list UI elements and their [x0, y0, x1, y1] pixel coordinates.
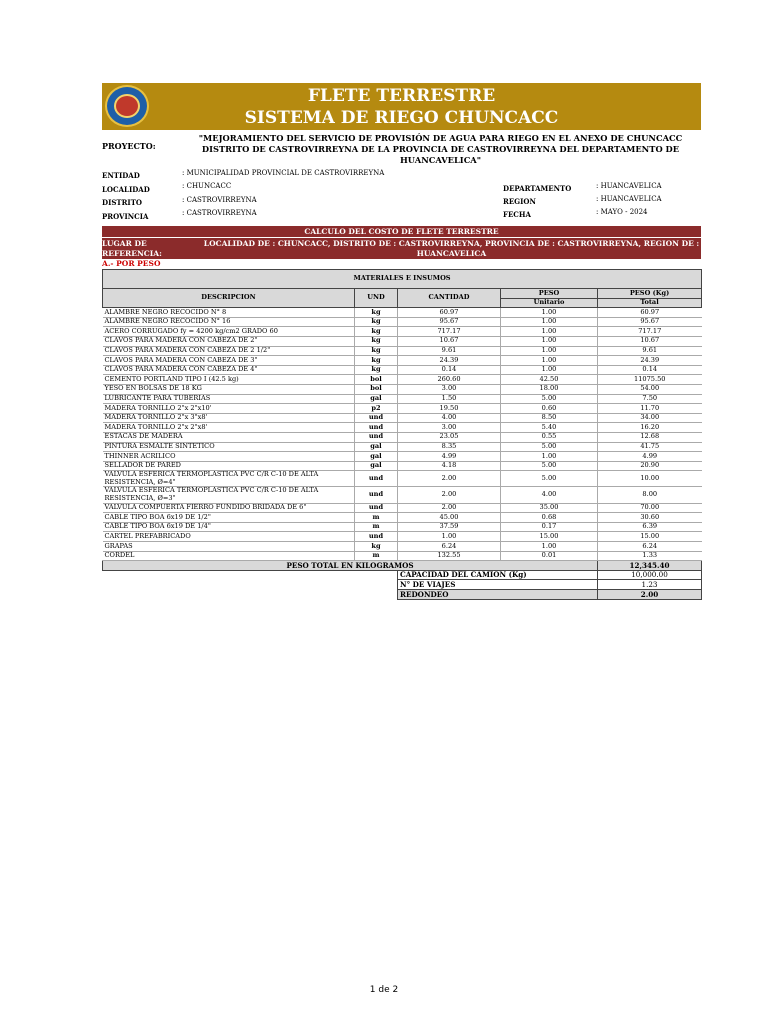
row-quantity: 23.05 — [398, 432, 501, 442]
row-total-weight: 60.97 — [598, 308, 702, 318]
row-unit: gal — [355, 452, 398, 462]
totals — [103, 561, 702, 599]
region-value: : HUANCAVELICA — [596, 195, 662, 203]
row-total-weight: 15.00 — [598, 532, 702, 542]
rounded-label: REDONDEO — [398, 590, 598, 600]
row-total-weight: 11075.50 — [598, 375, 702, 385]
table-row — [103, 471, 702, 487]
row-quantity: 24.39 — [398, 356, 501, 366]
row-unit: kg — [355, 356, 398, 366]
reference-label: LUGAR DE REFERENCIA: — [102, 239, 162, 258]
row-total-weight: 6.24 — [598, 542, 702, 552]
row-description: CLAVOS PARA MADERA CON CABEZA DE 2" — [103, 336, 355, 346]
row-quantity: 8.35 — [398, 442, 501, 452]
row-quantity: 9.61 — [398, 346, 501, 356]
row-unit: kg — [355, 365, 398, 375]
row-unit-weight: 1.00 — [501, 327, 598, 337]
row-total-weight: 54.00 — [598, 384, 702, 394]
capacity-value: 10,000.00 — [598, 570, 702, 580]
localidad-label: LOCALIDAD — [102, 185, 150, 194]
row-unit-weight: 1.00 — [501, 336, 598, 346]
row-unit: p2 — [355, 404, 398, 414]
trips-value: 1.23 — [598, 580, 702, 590]
row-unit: kg — [355, 317, 398, 327]
row-description: LUBRICANTE PARA TUBERIAS — [103, 394, 355, 404]
row-total-weight: 24.39 — [598, 356, 702, 366]
row-quantity: 1.00 — [398, 532, 501, 542]
calc-title-bar: CALCULO DEL COSTO DE FLETE TERRESTRE — [102, 226, 701, 237]
row-quantity: 37.59 — [398, 522, 501, 532]
row-unit: m — [355, 522, 398, 532]
row-unit: m — [355, 513, 398, 523]
entidad-value: : MUNICIPALIDAD PROVINCIAL DE CASTROVIRREYNA — [182, 169, 385, 177]
row-description: CLAVOS PARA MADERA CON CABEZA DE 4" — [103, 365, 355, 375]
row-unit-weight: 0.01 — [501, 551, 598, 561]
row-description: CLAVOS PARA MADERA CON CABEZA DE 3" — [103, 356, 355, 366]
col-descripcion: DESCRIPCION — [103, 289, 355, 308]
row-unit-weight: 1.00 — [501, 308, 598, 318]
distrito-value: : CASTROVIRREYNA — [182, 196, 257, 204]
table-row — [103, 394, 702, 404]
table-row — [103, 327, 702, 337]
row-quantity: 4.00 — [398, 413, 501, 423]
row-unit-weight: 5.40 — [501, 423, 598, 433]
row-unit: bol — [355, 384, 398, 394]
row-unit-weight: 0.60 — [501, 404, 598, 414]
row-quantity: 2.00 — [398, 487, 501, 503]
document-sheet — [102, 83, 701, 600]
reference-bar — [102, 237, 701, 259]
title-main: FLETE TERRESTRE — [307, 86, 496, 106]
row-unit: und — [355, 503, 398, 513]
row-total-weight: 9.61 — [598, 346, 702, 356]
row-quantity: 3.00 — [398, 423, 501, 433]
row-unit-weight: 1.00 — [501, 452, 598, 462]
row-description: CABLE TIPO BOA 6x19 DE 1/2" — [103, 513, 355, 523]
col-und: UND — [355, 289, 398, 308]
row-quantity: 2.00 — [398, 471, 501, 487]
row-unit: gal — [355, 394, 398, 404]
departamento-value: : HUANCAVELICA — [596, 182, 662, 190]
table-row — [103, 317, 702, 327]
row-total-weight: 10.00 — [598, 471, 702, 487]
row-description: GRAPAS — [103, 542, 355, 552]
row-quantity: 10.67 — [398, 336, 501, 346]
row-unit-weight: 5.00 — [501, 394, 598, 404]
row-unit-weight: 1.00 — [501, 317, 598, 327]
rounded-value: 2.00 — [598, 590, 702, 600]
row-unit: gal — [355, 442, 398, 452]
row-unit-weight: 15.00 — [501, 532, 598, 542]
capacity-label: CAPACIDAD DEL CAMION (Kg) — [398, 570, 598, 580]
provincia-value: : CASTROVIRREYNA — [182, 209, 257, 217]
municipal-shield-icon — [105, 85, 149, 127]
row-unit-weight: 1.00 — [501, 356, 598, 366]
row-description: MADERA TORNILLO 2"x 3"x8' — [103, 413, 355, 423]
row-unit: kg — [355, 327, 398, 337]
title-sub: SISTEMA DE RIEGO CHUNCACC — [244, 108, 559, 128]
table-row — [103, 365, 702, 375]
row-unit-weight: 4.00 — [501, 487, 598, 503]
row-quantity: 260.60 — [398, 375, 501, 385]
fecha-label: FECHA — [503, 210, 531, 219]
row-description: MADERA TORNILLO 2"x 2"x8' — [103, 423, 355, 433]
row-unit: kg — [355, 346, 398, 356]
row-description: VALVULA ESFERICA TERMOPLASTICA PVC C/R C-10 DE ALTA RESISTENCIA, Ø=3" — [103, 487, 355, 503]
row-quantity: 19.50 — [398, 404, 501, 414]
row-quantity: 3.00 — [398, 384, 501, 394]
row-description: ALAMBRE NEGRO RECOCIDO N° 8 — [103, 308, 355, 318]
row-total-weight: 16.20 — [598, 423, 702, 433]
row-total-weight: 20.90 — [598, 461, 702, 471]
row-unit-weight: 8.50 — [501, 413, 598, 423]
row-description: CABLE TIPO BOA 6x19 DE 1/4" — [103, 522, 355, 532]
row-unit-weight: 0.17 — [501, 522, 598, 532]
row-total-weight: 41.75 — [598, 442, 702, 452]
row-quantity: 6.24 — [398, 542, 501, 552]
row-description: CORDEL — [103, 551, 355, 561]
entidad-label: ENTIDAD — [102, 171, 140, 180]
table-row — [103, 384, 702, 394]
row-total-weight: 7.50 — [598, 394, 702, 404]
reference-text: LOCALIDAD DE : CHUNCACC, DISTRITO DE : CASTROVIRREYNA, PROVINCIA DE : CASTROVIRREYNA, REGION DE : HUANCAVELICA — [203, 239, 700, 258]
row-quantity: 132.55 — [398, 551, 501, 561]
table-row — [103, 423, 702, 433]
row-quantity: 2.00 — [398, 503, 501, 513]
row-quantity: 1.50 — [398, 394, 501, 404]
table-row — [103, 404, 702, 414]
row-total-weight: 4.99 — [598, 452, 702, 462]
row-total-weight: 8.00 — [598, 487, 702, 503]
table-row — [103, 336, 702, 346]
col-peso-total: Total — [598, 298, 702, 308]
table-row — [103, 346, 702, 356]
row-description: VALVULA ESFERICA TERMOPLASTICA PVC C/R C-10 DE ALTA RESISTENCIA, Ø=4" — [103, 471, 355, 487]
table-row — [103, 452, 702, 462]
distrito-label: DISTRITO — [102, 198, 143, 207]
group-header: MATERIALES E INSUMOS — [103, 270, 702, 289]
total-value: 12,345.40 — [598, 561, 702, 571]
row-quantity: 60.97 — [398, 308, 501, 318]
trips-label: N° DE VIAJES — [398, 580, 598, 590]
title-banner — [102, 83, 701, 130]
section-heading: A.- POR PESO — [102, 259, 161, 268]
row-description: CEMENTO PORTLAND TIPO I (42.5 kg) — [103, 375, 355, 385]
row-unit-weight: 0.55 — [501, 432, 598, 442]
row-description: SELLADOR DE PARED — [103, 461, 355, 471]
table-row — [103, 551, 702, 561]
row-quantity: 4.99 — [398, 452, 501, 462]
project-meta — [102, 168, 701, 226]
row-description: YESO EN BOLSAS DE 18 KG — [103, 384, 355, 394]
row-total-weight: 1.33 — [598, 551, 702, 561]
row-unit-weight: 1.00 — [501, 542, 598, 552]
row-total-weight: 0.14 — [598, 365, 702, 375]
table-row — [103, 432, 702, 442]
row-quantity: 45.00 — [398, 513, 501, 523]
row-unit-weight: 5.00 — [501, 442, 598, 452]
row-description: ALAMBRE NEGRO RECOCIDO N° 16 — [103, 317, 355, 327]
col-peso-unitario: Unitario — [501, 298, 598, 308]
materials-table — [102, 269, 702, 600]
row-total-weight: 30.60 — [598, 513, 702, 523]
row-unit-weight: 35.00 — [501, 503, 598, 513]
row-unit-weight: 0.68 — [501, 513, 598, 523]
row-description: MADERA TORNILLO 2"x 2"x10' — [103, 404, 355, 414]
table-row — [103, 532, 702, 542]
row-unit-weight: 5.00 — [501, 471, 598, 487]
col-peso-kg: PESO (Kg) — [598, 289, 702, 299]
row-description: THINNER ACRILICO — [103, 452, 355, 462]
row-description: ESTACAS DE MADERA — [103, 432, 355, 442]
row-unit: kg — [355, 336, 398, 346]
row-unit: kg — [355, 308, 398, 318]
localidad-value: : CHUNCACC — [182, 182, 232, 190]
row-unit: gal — [355, 461, 398, 471]
table-row — [103, 308, 702, 318]
materials-rows — [103, 308, 702, 561]
row-unit: bol — [355, 375, 398, 385]
table-row — [103, 522, 702, 532]
row-unit: kg — [355, 542, 398, 552]
row-total-weight: 12.68 — [598, 432, 702, 442]
row-description: VALVULA COMPUERTA FIERRO FUNDIDO BRIDADA DE 6" — [103, 503, 355, 513]
row-unit-weight: 18.00 — [501, 384, 598, 394]
row-unit: und — [355, 532, 398, 542]
row-total-weight: 10.67 — [598, 336, 702, 346]
row-quantity: 95.67 — [398, 317, 501, 327]
row-total-weight: 11.70 — [598, 404, 702, 414]
row-unit: und — [355, 413, 398, 423]
row-quantity: 4.18 — [398, 461, 501, 471]
row-unit: und — [355, 471, 398, 487]
row-total-weight: 34.00 — [598, 413, 702, 423]
row-unit: m — [355, 551, 398, 561]
project-label: PROYECTO: — [102, 141, 156, 151]
row-quantity: 717.17 — [398, 327, 501, 337]
row-unit-weight: 42.50 — [501, 375, 598, 385]
table-row — [103, 413, 702, 423]
page-number: 1 de 2 — [369, 985, 399, 995]
table-row — [103, 375, 702, 385]
project-text: "MEJORAMIENTO DEL SERVICIO DE PROVISIÓN DE AGUA PARA RIEGO EN EL ANEXO DE CHUNCACC DISTRITO DE CASTROVIRREYNA DE LA PROVINCIA DE CASTROVIRREYNA DEL DEPARTAMENTO DE HUANCAVELICA" — [198, 133, 683, 165]
row-unit: und — [355, 423, 398, 433]
row-quantity: 0.14 — [398, 365, 501, 375]
row-unit-weight: 1.00 — [501, 365, 598, 375]
provincia-label: PROVINCIA — [102, 212, 149, 221]
row-description: PINTURA ESMALTE SINTETICO — [103, 442, 355, 452]
col-peso: PESO — [501, 289, 598, 299]
table-row — [103, 513, 702, 523]
row-total-weight: 95.67 — [598, 317, 702, 327]
row-unit-weight: 1.00 — [501, 346, 598, 356]
table-row — [103, 503, 702, 513]
col-cantidad: CANTIDAD — [398, 289, 501, 308]
fecha-value: : MAYO - 2024 — [596, 208, 648, 216]
row-description: ACERO CORRUGADO fy = 4200 kg/cm2 GRADO 60 — [103, 327, 355, 337]
table-row — [103, 542, 702, 552]
row-unit: und — [355, 487, 398, 503]
row-description: CLAVOS PARA MADERA CON CABEZA DE 2 1/2" — [103, 346, 355, 356]
departamento-label: DEPARTAMENTO — [503, 184, 572, 193]
table-row — [103, 442, 702, 452]
row-total-weight: 70.00 — [598, 503, 702, 513]
project-block — [102, 133, 701, 166]
row-unit: und — [355, 432, 398, 442]
row-description: CARTEL PREFABRICADO — [103, 532, 355, 542]
row-unit-weight: 5.00 — [501, 461, 598, 471]
row-total-weight: 6.39 — [598, 522, 702, 532]
table-row — [103, 487, 702, 503]
total-label: PESO TOTAL EN KILOGRAMOS — [103, 561, 598, 571]
region-label: REGION — [503, 197, 536, 206]
row-total-weight: 717.17 — [598, 327, 702, 337]
table-row — [103, 356, 702, 366]
